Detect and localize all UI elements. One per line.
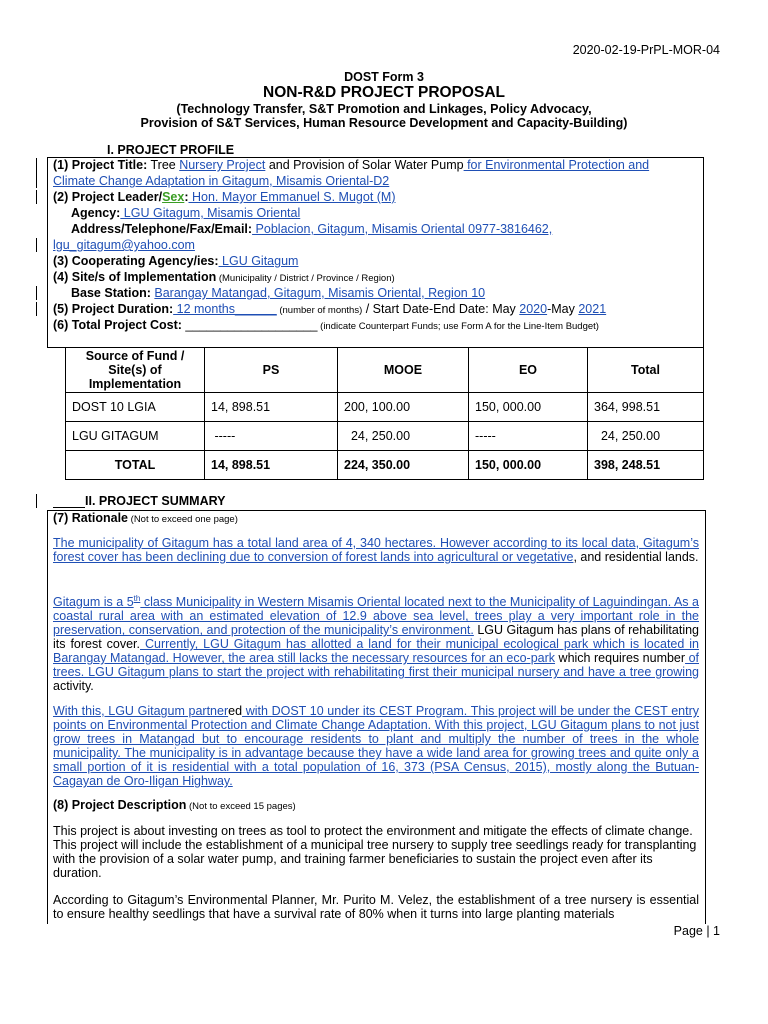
table-cell: 398, 248.51 [588, 451, 704, 480]
revision-bar [36, 190, 37, 204]
address-line: Address/Telephone/Fax/Email: Poblacion, Gitagum, Misamis Oriental 0977-3816462, [71, 222, 553, 236]
table-cell: ----- [469, 422, 588, 451]
rationale-paragraph-3: With this, LGU Gitagum partnered with DOST 10 under its CEST Program. This project will be under the CEST entry points on Environmental Protection and Climate Change Adaptation. With this project, LGU Gitagum plans to not just grow trees in Matangad but to encourage residents to plant and multiply the number of trees in the whole municipality. The municipality is in advantage because they have a wide land area for growing trees and quite only a small portion of it is residential with a total population of 16, 373 (PSA Census, 2015), mostly along the Butuan-Cagayan de Oro-Iligan Highway. [53, 704, 699, 788]
table-cell: 150, 000.00 [469, 393, 588, 422]
section-project-profile: I. PROJECT PROFILE [107, 143, 235, 157]
table-row [66, 393, 704, 422]
table-cell: 14, 898.51 [205, 451, 338, 480]
table-cell: 14, 898.51 [205, 393, 338, 422]
table-cell: 24, 250.00 [338, 422, 469, 451]
table-row [66, 422, 704, 451]
header-mooe: MOOE [338, 348, 469, 393]
duration-line: (5) Project Duration: 12 months______ (number of months) / Start Date-End Date: May 2020-May 2021 [53, 302, 607, 316]
subtitle-line-2: Provision of S&T Services, Human Resource Development and Capacity-Building) [140, 116, 628, 130]
revision-bar [36, 302, 37, 316]
subtitle-line-1: (Technology Transfer, S&T Promotion and Linkages, Policy Advocacy, [176, 102, 592, 116]
revision-bar [36, 238, 37, 252]
project-title-line: (1) Project Title: Tree Nursery Project and Provision of Solar Water Pump for Environmental Protection and [53, 158, 650, 172]
table-cell: 24, 250.00 [588, 422, 704, 451]
rationale-paragraph-1: The municipality of Gitagum has a total land area of 4, 340 hectares. However according to its local data, Gitagum’s forest cover has been declining due to conversion of forest lands into agricultural or vegetative, and residential lands. [53, 536, 699, 564]
revision-bar [36, 158, 37, 188]
site-line: (4) Site/s of Implementation (Municipality / District / Province / Region) [53, 270, 395, 284]
table-cell: ----- [205, 422, 338, 451]
header-eo: EO [469, 348, 588, 393]
document-title: NON-R&D PROJECT PROPOSAL [263, 84, 505, 101]
description-paragraph-1: This project is about investing on trees as tool to protect the environment and mitigate the effects of climate change. This project will include the establishment of a municipal tree nursery to supply tree seedlings ready for transplanting with the provision of a solar water pump, and training farmer beneficiaries to sustain the project even after its duration. [53, 824, 697, 880]
section-project-summary: II. PROJECT SUMMARY [85, 494, 226, 508]
table-cell: LGU GITAGUM [66, 422, 205, 451]
table-cell: 364, 998.51 [588, 393, 704, 422]
table-cell: 224, 350.00 [338, 451, 469, 480]
table-cell: TOTAL [66, 451, 205, 480]
table-total-row [66, 451, 704, 480]
description-heading: (8) Project Description (Not to exceed 15 pages) [53, 798, 296, 812]
project-title-cont: Climate Change Adaptation in Gitagum, Misamis Oriental-D2 [53, 174, 390, 188]
section-underline [53, 507, 85, 508]
table-header-row [66, 348, 704, 393]
rationale-heading: (7) Rationale (Not to exceed one page) [53, 511, 238, 525]
revision-bar [36, 494, 37, 508]
table-cell: 200, 100.00 [338, 393, 469, 422]
agency-line: Agency: LGU Gitagum, Misamis Oriental [71, 206, 301, 220]
revision-bar [36, 286, 37, 300]
cooperating-agency-line: (3) Cooperating Agency/ies: LGU Gitagum [53, 254, 299, 268]
header-source: Source of Fund / Site(s) of Implementation [66, 348, 205, 393]
form-number: DOST Form 3 [344, 70, 424, 84]
document-code: 2020-02-19-PrPL-MOR-04 [572, 43, 720, 57]
table-cell: DOST 10 LGIA [66, 393, 205, 422]
project-leader-line: (2) Project Leader/Sex: Hon. Mayor Emmanuel S. Mugot (M) [53, 190, 396, 204]
total-cost-line: (6) Total Project Cost: ___________________ (indicate Counterpart Funds; use Form A for the Line-Item Budget) [53, 318, 599, 332]
table-cell: 150, 000.00 [469, 451, 588, 480]
description-paragraph-2: According to Gitagum’s Environmental Planner, Mr. Purito M. Velez, the establishment of a tree nursery is essential to ensure healthy seedlings that have a survival rate of 80% when it turns into large planting materials [53, 893, 699, 921]
fund-table [65, 347, 704, 480]
page-number: Page | 1 [673, 924, 720, 938]
base-station-line: Base Station: Barangay Matangad, Gitagum, Misamis Oriental, Region 10 [71, 286, 486, 300]
header-total: Total [588, 348, 704, 393]
email-link[interactable]: lgu_gitagum@yahoo.com [53, 238, 195, 252]
header-ps: PS [205, 348, 338, 393]
rationale-paragraph-2: Gitagum is a 5th class Municipality in Western Misamis Oriental located next to the Municipality of Laguindingan. As a coastal rural area with an estimated elevation of 12.9 above sea level, trees play a very important role in the preservation, conservation, and protection of the municipality’s environment. LGU Gitagum has plans of rehabilitating its forest cover. Currently, LGU Gitagum has allotted a land for their municipal ecological park which is located in Barangay Matangad. However, the area still lacks the necessary resources for an eco-park which requires number of trees. LGU Gitagum plans to start the project with rehabilitating first their municipal nursery and have a tree growing activity. [53, 594, 700, 694]
